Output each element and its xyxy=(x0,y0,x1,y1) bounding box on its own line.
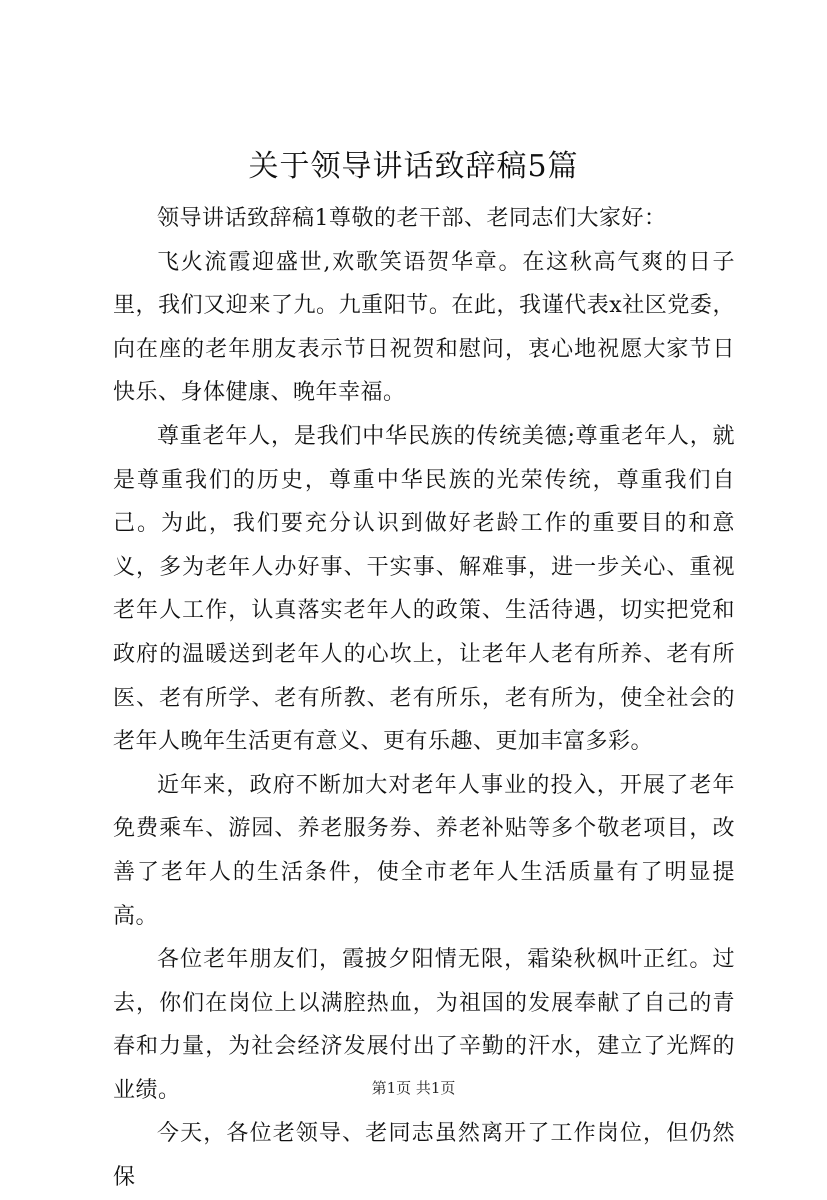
paragraph-today: 今天，各位老领导、老同志虽然离开了工作岗位，但仍然保 xyxy=(113,1121,735,1191)
document-body xyxy=(113,197,735,1200)
paragraph-respect-elders: 尊重老年人，是我们中华民族的传统美德;尊重老年人，就是尊重我们的历史，尊重中华民族的光荣传统，尊重我们自己。为此，我们要充分认识到做好老龄工作的重要目的和意义，多为老年人办好事、干实事、解难事，进一步关心、重视老年人工作，认真落实老年人的政策、生活待遇，切实把党和政府的温暖送到老年人的心坎上，让老年人老有所养、老有所医、老有所学、老有所教、老有所乐，老有所为，使全社会的老年人晚年生活更有意义、更有乐趣、更加丰富多彩。 xyxy=(113,423,735,755)
paragraph-tribute: 各位老年朋友们，霞披夕阳情无限，霜染秋枫叶正红。过去，你们在岗位上以满腔热血，为祖国的发展奉献了自己的青春和力量，为社会经济发展付出了辛勤的汗水，建立了光辉的业绩。 xyxy=(113,947,735,1103)
paragraph-opening: 飞火流霞迎盛世,欢歌笑语贺华章。在这秋高气爽的日子里，我们又迎来了九。九重阳节。在此，我谨代表x社区党委，向在座的老年朋友表示节日祝贺和慰问，衷心地祝愿大家节日快乐、身体健康、晚年幸福。 xyxy=(113,249,735,406)
page-footer: 第1页 共1页 xyxy=(371,1079,456,1097)
document-title: 关于领导讲话致辞稿5篇 xyxy=(248,149,579,184)
paragraph-government-investment: 近年来，政府不断加大对老年人事业的投入，开展了老年免费乘车、游园、养老服务券、养老补贴等多个敬老项目，改善了老年人的生活条件，使全市老年人生活质量有了明显提高。 xyxy=(113,772,735,929)
paragraph-greeting: 领导讲话致辞稿1尊敬的老干部、老同志们大家好： xyxy=(157,206,667,231)
